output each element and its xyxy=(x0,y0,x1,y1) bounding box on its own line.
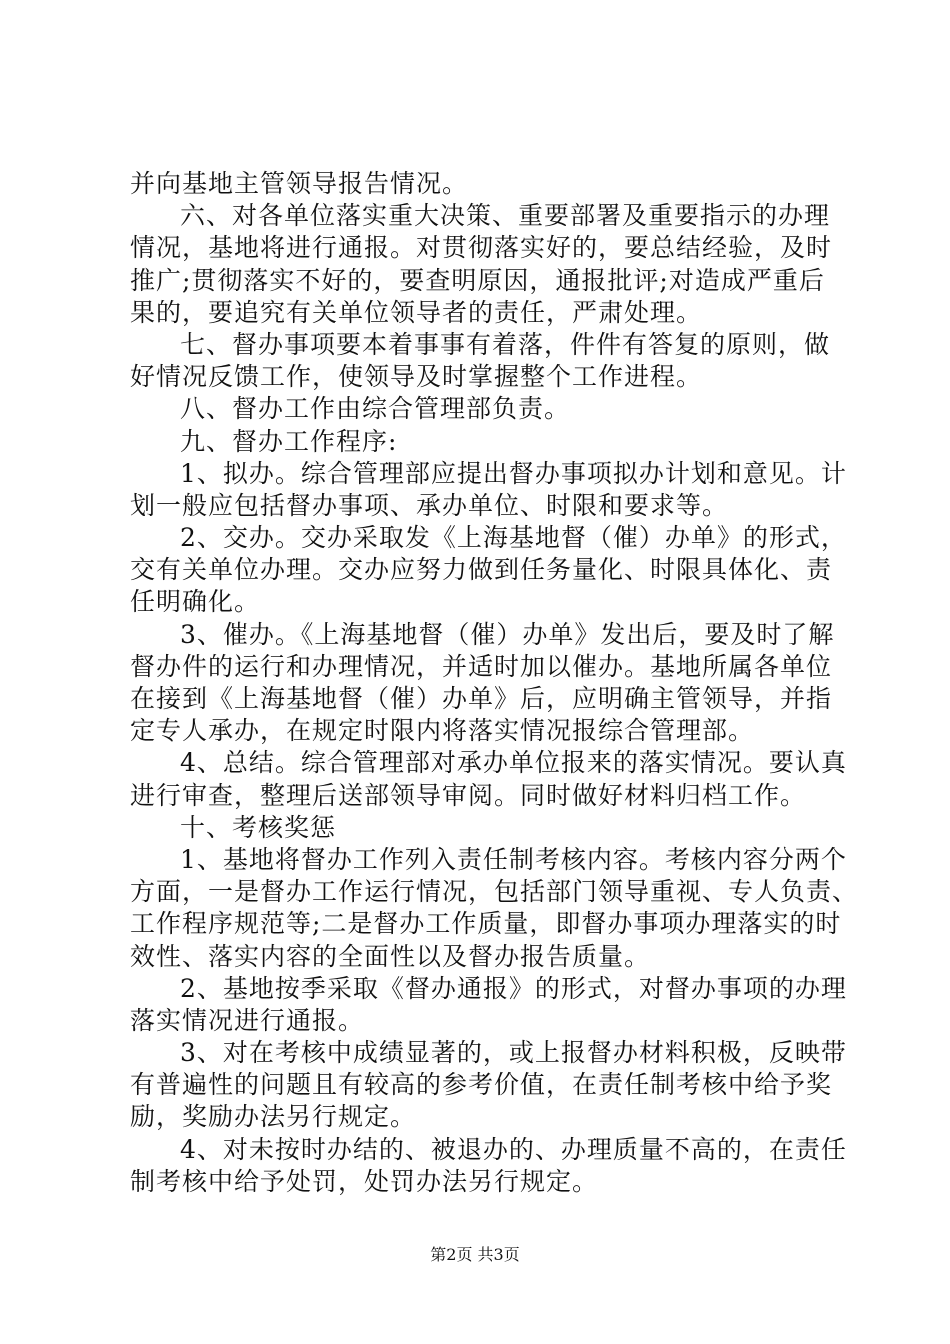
text-line: 落实情况进行通报。 xyxy=(130,1005,365,1035)
text-line: 七、督办事项要本着事事有着落，件件有答复的原则，做 xyxy=(180,329,831,359)
text-line: 4、对未按时办结的、被退办的、办理质量不高的，在责任 xyxy=(180,1134,847,1164)
text-line: 3、对在考核中成绩显著的，或上报督办材料积极，反映带 xyxy=(180,1038,847,1068)
text-line: 制考核中给予处罚，处罚办法另行规定。 xyxy=(130,1166,599,1196)
text-line: 1、基地将督办工作列入责任制考核内容。考核内容分两个 xyxy=(180,844,847,874)
text-line: 1、拟办。综合管理部应提出督办事项拟办计划和意见。计 xyxy=(180,458,847,488)
text-line: 十、考核奖惩 xyxy=(180,812,337,842)
text-line: 定专人承办，在规定时限内将落实情况报综合管理部。 xyxy=(130,716,755,746)
text-line: 六、对各单位落实重大决策、重要部署及重要指示的办理 xyxy=(180,201,831,231)
text-line: 工作程序规范等;二是督办工作质量，即督办事项办理落实的时 xyxy=(130,909,842,939)
text-line: 八、督办工作由综合管理部负责。 xyxy=(180,394,571,424)
text-line: 任明确化。 xyxy=(130,587,261,617)
text-line: 进行审查，整理后送部领导审阅。同时做好材料归档工作。 xyxy=(130,780,807,810)
text-line: 有普遍性的问题且有较高的参考价值，在责任制考核中给予奖 xyxy=(130,1070,833,1100)
page-footer: 第2页 共3页 xyxy=(430,1245,520,1264)
text-line: 在接到《上海基地督（催）办单》后，应明确主管领导，并指 xyxy=(130,684,833,713)
document-body xyxy=(130,168,859,1198)
text-line: 并向基地主管领导报告情况。 xyxy=(130,169,469,198)
text-line: 情况，基地将进行通报。对贯彻落实好的，要总结经验，及时 xyxy=(130,233,833,263)
text-line: 交有关单位办理。交办应努力做到任务量化、时限具体化、责 xyxy=(130,555,833,585)
text-line: 九、督办工作程序: xyxy=(180,426,398,456)
text-line: 2、交办。交办采取发《上海基地督（催）办单》的形式， xyxy=(180,523,847,553)
text-line: 效性、落实内容的全面性以及督办报告质量。 xyxy=(130,941,651,971)
text-line: 方面，一是督办工作运行情况，包括部门领导重视、专人负责、 xyxy=(130,877,859,907)
text-line: 划一般应包括督办事项、承办单位、时限和要求等。 xyxy=(130,490,729,520)
text-line: 4、总结。综合管理部对承办单位报来的落实情况。要认真 xyxy=(180,748,847,778)
text-line: 好情况反馈工作，使领导及时掌握整个工作进程。 xyxy=(130,362,703,392)
text-line: 励，奖励办法另行规定。 xyxy=(130,1102,417,1132)
text-line: 推广;贯彻落实不好的，要查明原因，通报批评;对造成严重后 xyxy=(130,265,825,295)
text-line: 3、催办。《上海基地督（催）办单》发出后，要及时了解 xyxy=(180,619,835,649)
text-line: 果的，要追究有关单位领导者的责任，严肃处理。 xyxy=(130,297,703,327)
text-line: 2、基地按季采取《督办通报》的形式，对督办事项的办理 xyxy=(180,973,847,1003)
text-line: 督办件的运行和办理情况，并适时加以催办。基地所属各单位 xyxy=(130,651,833,681)
